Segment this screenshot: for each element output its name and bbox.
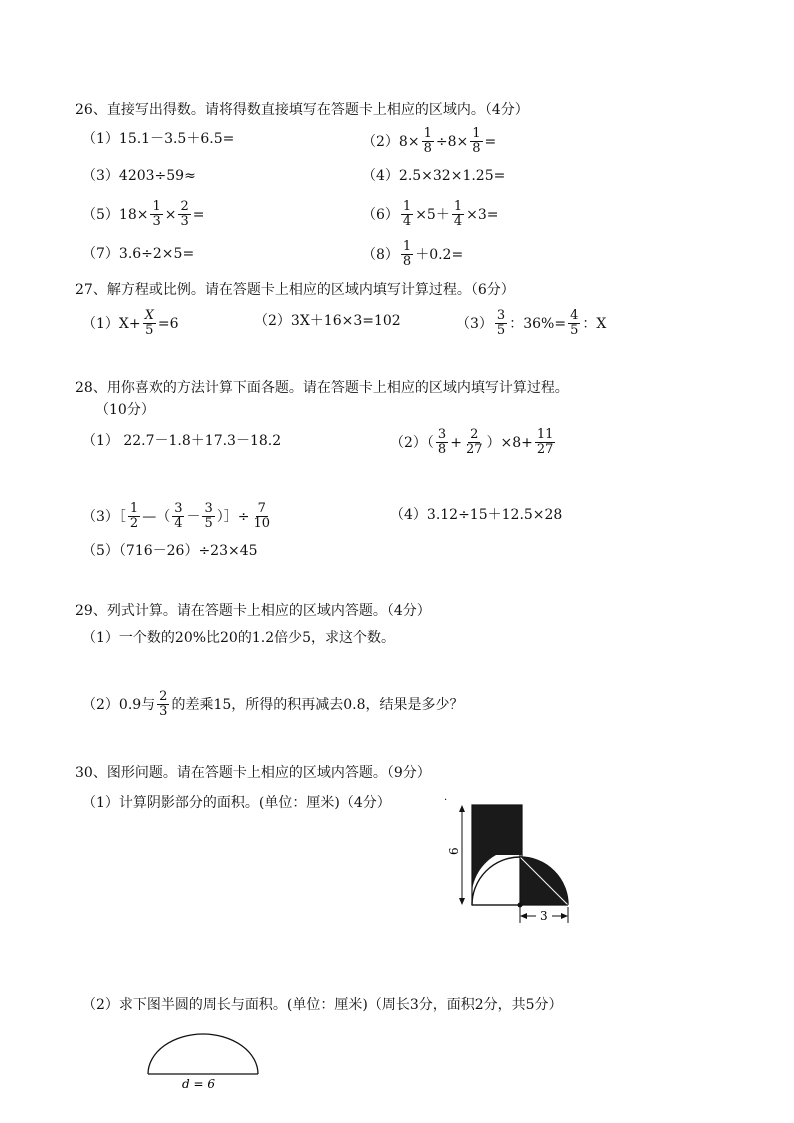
fraction: $\frac{3}{5}$ — [204, 501, 213, 532]
shaded-left-region — [472, 855, 496, 903]
q26-item-1: （1）15.1－3.5＋6.5= — [82, 131, 235, 147]
fraction: $\frac{X}{5}$ — [144, 308, 154, 339]
width-label: 3 — [540, 909, 548, 923]
fraction: $\frac{1}{3}$ — [152, 199, 161, 230]
fraction: $\frac{3}{8}$ — [437, 427, 447, 458]
fraction: $\frac{1}{4}$ — [453, 199, 463, 230]
q26-item-7: （7）3.6÷2×5= — [82, 246, 195, 262]
fraction: $\frac{3}{5}$ — [496, 308, 506, 339]
q28-header: 28、用你喜欢的方法计算下面各题。请在答题卡上相应的区域内填写计算过程。 — [75, 380, 569, 396]
fraction: $\frac{1}{8}$ — [402, 239, 412, 270]
fraction: $\frac{3}{4}$ — [174, 501, 183, 532]
q28-item-2: （2）（ $\frac{3}{8}$ + $\frac{2}{27}$ ）×8+ $\frac{11}{27}$ — [390, 427, 554, 458]
q28-item-4: （4）3.12÷15＋12.5×28 — [390, 507, 563, 523]
q27-item-2: （2）3X＋16×3=102 — [254, 313, 401, 329]
q29-header: 29、列式计算。请在答题卡上相应的区域内答题。（4分） — [75, 603, 431, 619]
q28-item-5: （5）（716－26）÷23×45 — [82, 543, 258, 559]
q27-item-3: （3） $\frac{3}{5}$ ：36%= $\frac{4}{5}$ ：X — [456, 308, 607, 339]
fraction: $\frac{2}{3}$ — [180, 199, 189, 230]
fraction: $\frac{1}{2}$ — [129, 501, 139, 532]
q26-item-8: （8） $\frac{1}{8}$ ＋0.2= — [362, 239, 464, 270]
shaded-area-figure — [440, 795, 580, 930]
height-label: 6 — [447, 847, 461, 855]
fraction: $\frac{1}{4}$ — [402, 199, 412, 230]
q28-score: （10分） — [95, 402, 155, 418]
q28-item-1: （1） 22.7－1.8＋17.3－18.2 — [82, 433, 282, 449]
q26-header: 26、直接写出得数。请将得数直接填写在答题卡上相应的区域内。（4分） — [75, 102, 529, 118]
q27-header: 27、解方程或比例。请在答题卡上相应的区域内填写计算过程。（6分） — [75, 282, 515, 298]
fraction: $\frac{1}{8}$ — [423, 126, 432, 157]
svg-text:·: · — [444, 795, 448, 806]
q29-item-2: （2）0.9与 $\frac{2}{3}$ 的差乘15，所得的积再减去0.8，结果是多少？ — [82, 689, 464, 720]
fraction: $\frac{1}{8}$ — [472, 126, 481, 157]
semicircle-figure — [140, 1028, 270, 1092]
fraction: $\frac{11}{27}$ — [536, 427, 554, 458]
q26-item-3: （3）4203÷59≈ — [82, 168, 196, 184]
q26-item-2: （2）8× $\frac{1}{8}$ ÷8× $\frac{1}{8}$ = — [362, 126, 497, 157]
q26-item-6: （6） $\frac{1}{4}$ ×5＋ $\frac{1}{4}$ ×3= — [362, 199, 499, 230]
fraction: $\frac{2}{27}$ — [465, 427, 483, 458]
q30-item-1: （1）计算阴影部分的面积。(单位：厘米)（4分） — [82, 795, 391, 811]
diameter-label: d = 6 — [182, 1077, 215, 1091]
shaded-rectangle — [472, 805, 522, 855]
q27-item-1: （1）X+ $\frac{X}{5}$ =6 — [82, 308, 179, 339]
q30-header: 30、图形问题。请在答题卡上相应的区域内答题。（9分） — [75, 765, 431, 781]
semicircle-arc — [148, 1034, 258, 1074]
q28-item-3: （3）［ $\frac{1}{2}$ —（ $\frac{3}{4}$ － $\frac{3}{5}$ ）］÷ $\frac{7}{10}$ — [82, 501, 271, 532]
q26-item-5: （5）18× $\frac{1}{3}$ × $\frac{2}{3}$ = — [82, 199, 205, 230]
fraction: $\frac{2}{3}$ — [159, 689, 168, 720]
fraction: $\frac{4}{5}$ — [570, 308, 579, 339]
q29-item-1: （1）一个数的20%比20的1.2倍少5，求这个数。 — [82, 630, 396, 646]
q26-item-4: （4）2.5×32×1.25= — [362, 168, 506, 184]
fraction: $\frac{7}{10}$ — [253, 501, 271, 532]
q30-item-2: （2）求下图半圆的周长与面积。(单位：厘米)（周长3分，面积2分，共5分） — [82, 997, 563, 1013]
